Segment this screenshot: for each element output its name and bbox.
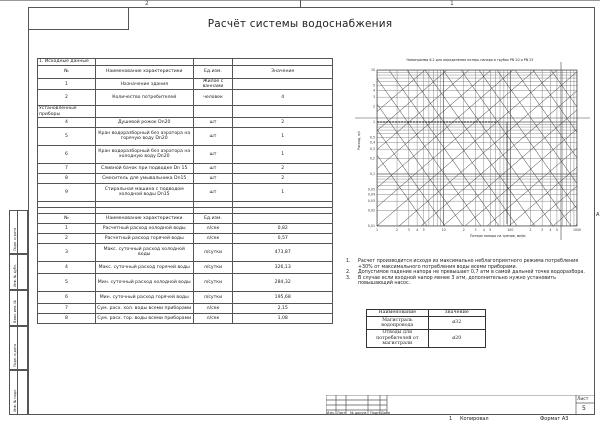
cell: ⌀20 [428,330,485,348]
nomogram-title: Номограмма 6.2 для определения потерь напора в трубах PN 20 и PN 25 [406,58,534,62]
tb-col-label: Лист [337,410,346,415]
footer-zone: 1 [449,416,453,422]
cell: 1 [38,223,96,233]
y-tick-label: 3 [372,95,375,100]
col-header: Наименование [367,310,429,317]
x-tick-label: 4 [549,228,552,232]
y-tick-label: 0,03 [367,199,375,204]
sheet-number: 5 [582,405,586,412]
x-tick-label: 1000 [572,228,582,232]
table-row [38,90,333,106]
cell: 4 [233,90,333,106]
cell: 2 [233,173,333,183]
col-header [233,213,333,223]
cell: 6 [38,145,96,163]
table-row [38,261,333,273]
cell: шт [193,173,233,183]
chart-mask [577,62,590,240]
col-header: Значение [233,66,333,79]
cell: 5 [38,273,96,291]
nomogram-xlabel: Потери напора на трение, мм/м [470,234,526,238]
cell [233,79,333,90]
cell: 1 [233,183,333,201]
strip-label: Инв. № дубл. [13,263,17,287]
cell: 8 [38,313,96,323]
x-tick-label: 5 [422,228,425,232]
x-tick-label: 4 [482,228,485,232]
cell: л/сутки [193,291,233,303]
note-item [346,276,586,287]
y-tick-label: 0,1 [369,172,375,176]
cell: Макс. суточный расход холодной воды [95,243,193,261]
x-tick-label: 3 [474,228,477,232]
strip-cell [9,326,28,370]
col-header: № [38,213,96,223]
cell: Жилое с ваннами [193,79,233,90]
velocity-line [443,70,553,226]
col-header: Наименование характеристики [95,213,193,223]
note-number: 3. [346,275,351,281]
note-item [346,259,586,270]
x-tick-label: 2 [462,228,465,232]
table-row [367,317,486,330]
cell: Душевой рожок Dn20 [95,117,193,127]
cell: Расчетный расход горячей воды [95,233,193,243]
table-row [367,330,486,348]
devices-title: Установленные приборы [38,106,96,117]
nomogram-ylabel: Расход, л/с [357,130,361,150]
col-header: значение [428,310,485,317]
sheet-label: Лист [577,397,589,402]
cell: л/сек [193,233,233,243]
cell: Сум. расх. хол. воды всеми приборами [95,303,193,313]
cell: шт [193,127,233,145]
x-tick-label: 5 [555,228,558,232]
y-tick-label: 0,2 [369,156,375,161]
diameter-line [487,70,590,226]
page-title: Расчёт системы водоснабжения [207,18,393,30]
col-header: Наименование характеристики [95,66,193,79]
notes-list [346,259,586,287]
cell: шт [193,163,233,173]
cell: 2 [233,163,333,173]
cell: л/сутки [193,261,233,273]
cell: 2,15 [233,303,333,313]
table-row [38,163,333,173]
tb-col-label: Изм. [326,410,335,415]
x-tick-label: 5 [489,228,492,232]
velocity-line [425,70,535,226]
y-tick-label: 5 [372,83,375,88]
table-row [38,233,333,243]
cell: шт [193,145,233,163]
strip-label: Инв. № подл. [13,388,17,412]
footer-format: Формат A3 [540,416,569,422]
cell: 473,87 [233,243,333,261]
cell: 6 [38,291,96,303]
cell: 4 [38,117,96,127]
strip-label: Подп. и дата [13,227,17,251]
cell: Мин. суточный расход холодной воды [95,273,193,291]
cell: шт [193,183,233,201]
table-row [38,145,333,163]
x-tick-label: 100 [507,228,514,232]
x-tick-label: 2 [396,228,399,232]
cell: 0,82 [233,223,333,233]
y-tick-label: 0,4 [369,140,375,145]
cell: л/сек [193,223,233,233]
cell: ⌀32 [428,317,485,330]
x-tick-label: 4 [416,228,419,232]
cell: 8 [38,173,96,183]
velocity-line [461,70,571,226]
strip-cell [9,210,28,254]
cell: л/сутки [193,273,233,291]
strip-cell [9,290,28,326]
cell: Стиральная машина с подводом холодной воды Dn15 [95,183,193,201]
cell: 9 [38,183,96,201]
footer-copied: Копировал [460,416,489,422]
zone-separator [300,0,301,7]
cell: Расчетный расход холодной воды [95,223,193,233]
col-header: Ед.изм. [193,66,233,79]
pipe-diameter-table [366,309,486,348]
strip-cell [9,370,28,415]
cell: Сум. расх. гор. воды всеми приборами [95,313,193,323]
cell: 4 [38,261,96,273]
cell: человек [193,90,233,106]
cell: 326,13 [233,261,333,273]
side-marker: A [596,212,600,218]
cell: 1 [38,79,96,90]
cell: Отводы для потребителей от магистрали [367,330,429,348]
x-tick-label: 3 [407,228,410,232]
y-tick-label: 10 [370,68,375,72]
diameter-line [443,70,590,226]
section-title: 1. Исходные данные [38,59,96,66]
cell: 7 [38,303,96,313]
y-tick-label: 0,3 [369,147,375,152]
cell: 1 [233,127,333,145]
cell: 2 [233,117,333,127]
cell: Мин. суточный расход горячей воды [95,291,193,303]
col-header: Ед.изм. [193,213,233,223]
y-tick-label: 0,02 [367,208,375,213]
cell: 2 [38,233,96,243]
cell: 0,57 [233,233,333,243]
y-tick-label: 2 [372,104,375,109]
x-tick-label: 1 [375,228,379,232]
table-row [38,117,333,127]
nomogram-chart [355,62,590,240]
cell: Кран водоразборный без аэратора на холодную воду Dn20 [95,145,193,163]
cell: Кран водоразборный без аэратора на горячую воду Dn20 [95,127,193,145]
tb-col-label: Дата [381,410,391,415]
table-row [38,243,333,261]
x-tick-label: 10 [441,228,446,232]
zone-label: 1 [450,0,454,7]
cell: Назначение здания [95,79,193,90]
note-number: 2. [346,270,351,276]
diameter-line [355,70,535,226]
cell: 1,08 [233,313,333,323]
y-tick-label: 0,5 [369,135,375,140]
left-strip [9,210,28,415]
table-row [38,183,333,201]
cell: л/сек [193,313,233,323]
cell: 1 [233,145,333,163]
y-tick-label: 0,04 [367,192,375,197]
note-text: Допустимое падение напора не превышает 0,7 атм в самой дальней точке водоразбора. [358,270,585,276]
y-tick-label: 4 [372,88,375,93]
chart-border [377,70,577,226]
cell: 7 [38,163,96,173]
table-row [38,173,333,183]
tb-col-label: Подп. [370,410,381,415]
strip-label: Подп. и дата [13,343,17,367]
cell: л/сутки [193,243,233,261]
table-row [38,303,333,313]
cell: Смеситель для умывальника Dn15 [95,173,193,183]
cell: 3 [38,243,96,261]
input-data-table [37,58,333,324]
cell: 284,32 [233,273,333,291]
tb-col-label: № докум. [350,410,368,415]
strip-cell [9,254,28,290]
cell: Количество потребителей [95,90,193,106]
table-row [38,223,333,233]
strip-label: Взам. инв. № [13,299,17,323]
table-row [38,291,333,303]
cell: шт [193,117,233,127]
cell: 5 [38,127,96,145]
note-text: В случае если входной напор менее 3 атм, дополнительно нужно установить повышающий насос. [358,275,556,287]
y-tick-label: 0,05 [367,187,375,192]
title-block [326,395,595,415]
cell: Макс. суточный расход горячей воды [95,261,193,273]
table-row [38,79,333,90]
cell: л/сек [193,303,233,313]
x-tick-label: 2 [529,228,532,232]
y-tick-label: 1 [372,120,375,124]
note-text: Расчет производится исходя из максимально неблагоприятного режима потребления +30% от максимального потребления воды всеми приборами. [358,259,579,270]
col-header: № [38,66,96,79]
cell: 195,68 [233,291,333,303]
table-row [38,313,333,323]
note-number: 1. [346,259,351,264]
diameter-line [377,70,557,226]
zone-label: 2 [145,0,149,7]
table-row [38,273,333,291]
table-row [38,127,333,145]
y-tick-label: 0,01 [367,224,375,228]
x-tick-label: 3 [541,228,544,232]
chart-mask [355,62,590,70]
cell: Сливной бачок при подводке Dn 15 [95,163,193,173]
cell: 2 [38,90,96,106]
cell: Магистраль водопровода [367,317,429,330]
